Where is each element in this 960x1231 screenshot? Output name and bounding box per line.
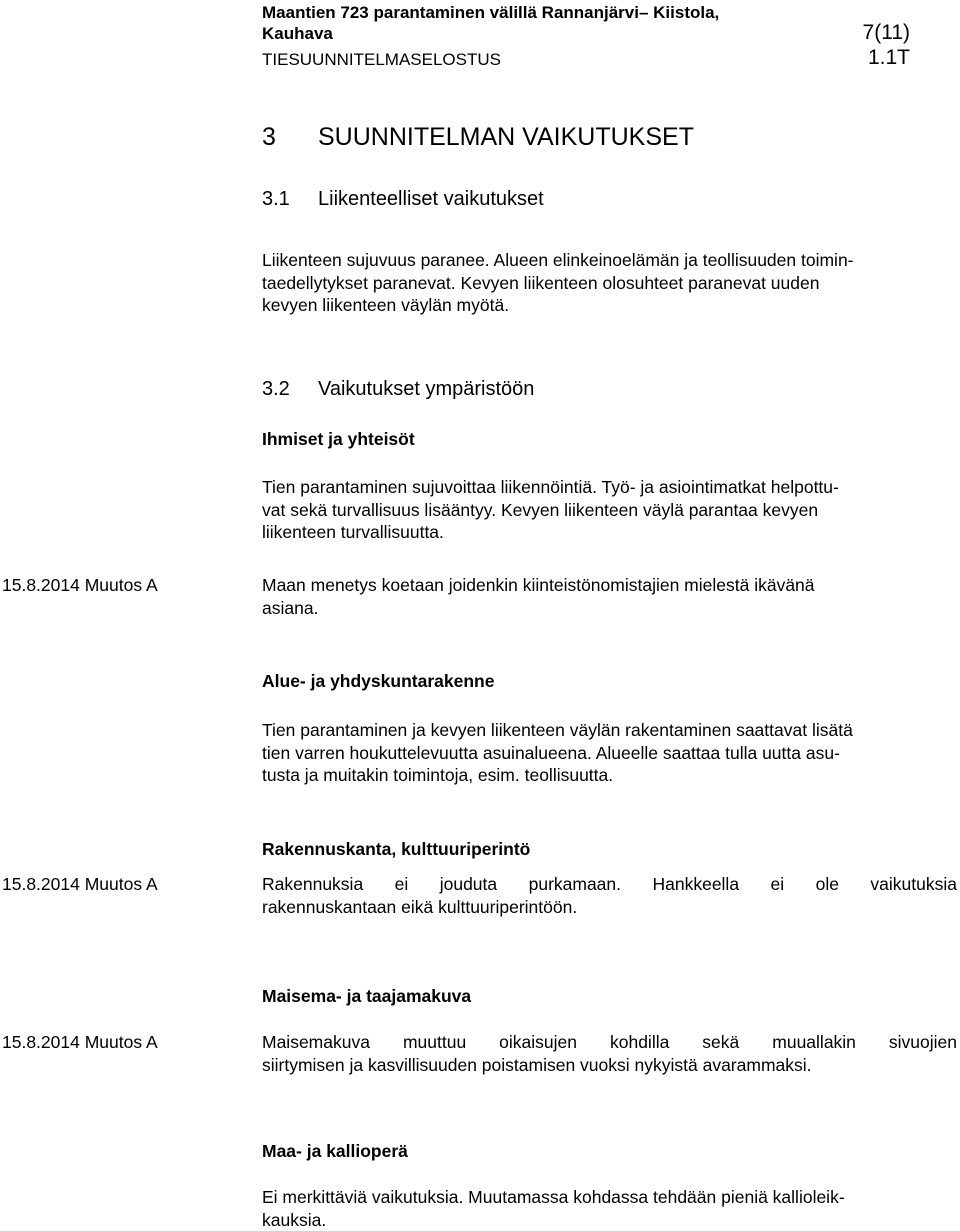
change-note: 15.8.2014 Muutos A — [2, 1032, 158, 1052]
paragraph-line: rakennuskantaan eikä kulttuuriperintöön. — [262, 896, 578, 917]
ihmiset-paragraph — [262, 476, 952, 544]
maapera-heading: Maa- ja kallioperä — [262, 1141, 408, 1161]
paragraph-line: Rakennuksia ei jouduta purkamaan. Hankkeella ei ole vaikutuksia — [262, 874, 957, 894]
section-3-title: SUUNNITELMAN VAIKUTUKSET — [318, 123, 694, 151]
paragraph-line: Tien parantaminen sujuvoittaa liikennöintiä. Työ- ja asiointimatkat helpottu- — [262, 477, 839, 497]
alue-heading: Alue- ja yhdyskuntarakenne — [262, 671, 495, 691]
paragraph-line: kevyen liikenteen väylän myötä. — [262, 295, 510, 315]
section-3-1-paragraph — [262, 249, 952, 317]
paragraph-line: asiana. — [262, 597, 319, 618]
ihmiset-changed-paragraph — [262, 574, 952, 619]
paragraph-line: kauksia. — [262, 1209, 327, 1230]
paragraph-line: vat sekä turvallisuus lisääntyy. Kevyen liikenteen väylä parantaa kevyen — [262, 499, 819, 520]
maisema-heading: Maisema- ja taajamakuva — [262, 986, 472, 1006]
rakennus-paragraph — [262, 873, 957, 918]
maapera-paragraph — [262, 1186, 957, 1231]
paragraph-line: tien varren houkuttelevuutta asuinalueena. Alueelle saattaa tulla uutta asu- — [262, 742, 840, 763]
section-3-1-number: 3.1 — [262, 188, 290, 210]
section-3-2-title: Vaikutukset ympäristöön — [318, 378, 535, 400]
paragraph-line: siirtymisen ja kasvillisuuden poistamisen vuoksi nykyistä avarammaksi. — [262, 1054, 812, 1075]
section-3-1-title: Liikenteelliset vaikutukset — [318, 188, 544, 210]
alue-paragraph — [262, 719, 960, 787]
document-title-line-2: Kauhava — [262, 24, 333, 43]
paragraph-line: Tien parantaminen ja kevyen liikenteen väylän rakentaminen saattavat lisätä — [262, 720, 853, 740]
paragraph-line: taedellytykset paranevat. Kevyen liikenteen olosuhteet paranevat uuden — [262, 272, 820, 293]
paragraph-line: tusta ja muitakin toimintoja, esim. teollisuutta. — [262, 765, 614, 785]
ihmiset-heading: Ihmiset ja yhteisöt — [262, 429, 415, 449]
paragraph-line: Maisemakuva muuttuu oikaisujen kohdilla sekä muuallakin sivuojien — [262, 1032, 957, 1052]
rakennus-heading: Rakennuskanta, kulttuuriperintö — [262, 839, 531, 859]
change-note: 15.8.2014 Muutos A — [2, 575, 158, 595]
paragraph-line: liikenteen turvallisuutta. — [262, 522, 444, 542]
paragraph-line: Liikenteen sujuvuus paranee. Alueen elinkeinoelämän ja teollisuuden toimin- — [262, 250, 854, 270]
change-note: 15.8.2014 Muutos A — [2, 874, 158, 894]
document-code: 1.1T — [867, 46, 910, 69]
section-3-2-number: 3.2 — [262, 378, 290, 400]
document-title — [262, 2, 782, 44]
section-3-number: 3 — [262, 123, 276, 151]
maisema-paragraph — [262, 1031, 957, 1076]
paragraph-line: Ei merkittäviä vaikutuksia. Muutamassa kohdassa tehdään pieniä kallioleik- — [262, 1187, 845, 1207]
paragraph-line: Maan menetys koetaan joidenkin kiinteistönomistajien mielestä ikävänä — [262, 575, 815, 595]
document-type: TIESUUNNITELMASELOSTUS — [262, 50, 501, 69]
page-number: 7(11) — [862, 21, 910, 44]
document-title-line-1: Maantien 723 parantaminen välillä Rannanjärvi– Kiistola, — [262, 3, 720, 22]
